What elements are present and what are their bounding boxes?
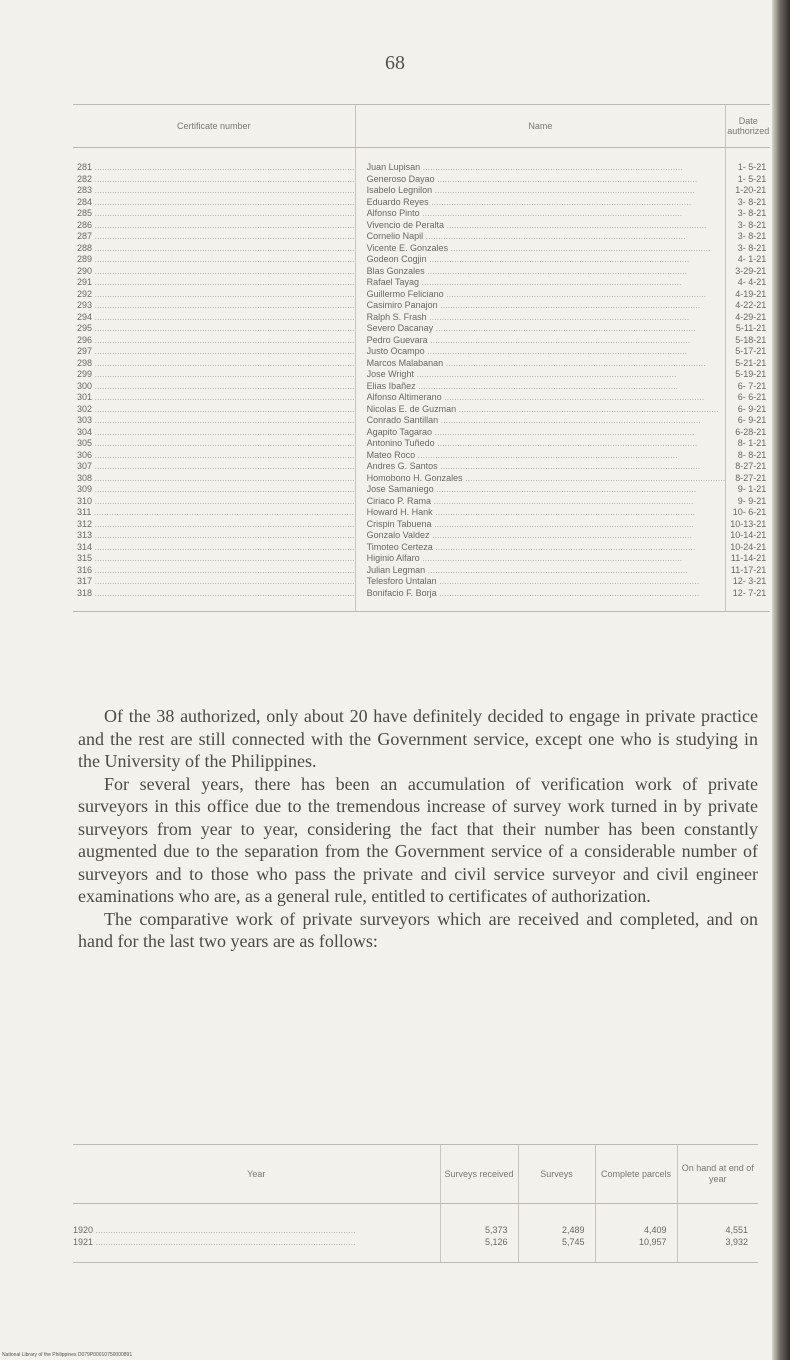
paragraph-comparative: The comparative work of private surveyors which are received and completed, and on hand for the last two years are as follows: [78, 908, 758, 951]
date-cell: 5-19-21 [726, 369, 771, 381]
table-row [73, 220, 770, 232]
certificate-number-cell: 305 ..... [73, 438, 355, 450]
surveys-cell: 5,745 [518, 1237, 595, 1263]
name-cell: Telesforo Untalan ..... [355, 576, 726, 588]
table-row [73, 208, 770, 220]
table-row [73, 1204, 758, 1237]
date-cell: 10-24-21 [726, 542, 771, 554]
name-cell: Severo Dacanay ..... [355, 323, 726, 335]
table-row [73, 254, 770, 266]
name-cell: Casimiro Panajon ..... [355, 300, 726, 312]
date-cell: 4-19-21 [726, 289, 771, 301]
date-cell: 6- 9-21 [726, 404, 771, 416]
certificate-number-cell: 290 ..... [73, 266, 355, 278]
name-cell: Juan Lupisan ..... [355, 148, 726, 174]
date-cell: 6-28-21 [726, 427, 771, 439]
header-surveys: Surveys [518, 1145, 595, 1204]
name-cell: Pedro Guevara ..... [355, 335, 726, 347]
certificate-number-cell: 318 ..... [73, 588, 355, 612]
header-surveys-received: Surveys received [440, 1145, 518, 1204]
date-cell: 8- 1-21 [726, 438, 771, 450]
name-cell: Rafael Tayag ..... [355, 277, 726, 289]
page-number: 68 [385, 52, 405, 74]
name-cell: Marcos Malabanan ..... [355, 358, 726, 370]
table-row [73, 243, 770, 255]
name-cell: Guillermo Feliciano ..... [355, 289, 726, 301]
table-row [73, 484, 770, 496]
table-row [73, 392, 770, 404]
name-cell: Higinio Alfaro ..... [355, 553, 726, 565]
name-cell: Godeon Cogjin ..... [355, 254, 726, 266]
table-row [73, 404, 770, 416]
table-row [73, 576, 770, 588]
certificate-number-cell: 293 ..... [73, 300, 355, 312]
table-row [73, 197, 770, 209]
table-row [73, 323, 770, 335]
name-cell: Jose Wright ..... [355, 369, 726, 381]
name-cell: Eduardo Reyes ..... [355, 197, 726, 209]
table-row [73, 415, 770, 427]
date-cell: 8- 8-21 [726, 450, 771, 462]
date-cell: 12- 3-21 [726, 576, 771, 588]
table-row [73, 588, 770, 612]
certificate-number-cell: 307 ..... [73, 461, 355, 473]
table-row [73, 519, 770, 531]
name-cell: Andres G. Santos ..... [355, 461, 726, 473]
header-name: Name [355, 105, 726, 148]
date-cell: 5-18-21 [726, 335, 771, 347]
date-cell: 5-11-21 [726, 323, 771, 335]
certificate-number-cell: 281 ..... [73, 148, 355, 174]
certificate-number-cell: 301 ..... [73, 392, 355, 404]
certificate-number-cell: 306 ..... [73, 450, 355, 462]
name-cell: Nicolas E. de Guzman ..... [355, 404, 726, 416]
certificate-number-cell: 289 ..... [73, 254, 355, 266]
complete-parcels-cell: 10,957 [595, 1237, 677, 1263]
paragraph-verification: For several years, there has been an accumulation of verification work of private surveyors in this office due to the tremendous increase of survey work turned in by private surveyors from year to year, considering the fact that their number has been constantly augmented due to the separation from the Government service of a considerable number of surveyors and to those who pass the private and civil service surveyor and civil engineer examinations who are, as a general rule, entitled to certificates of authorization. [78, 773, 758, 906]
name-cell: Elias Ibañez ..... [355, 381, 726, 393]
on-hand-cell: 3,932 [677, 1237, 758, 1263]
date-cell: 8-27-21 [726, 461, 771, 473]
surveys-table [73, 1144, 758, 1263]
surveys-table-body [73, 1204, 758, 1263]
table-row [73, 461, 770, 473]
certificate-number-cell: 297 ..... [73, 346, 355, 358]
certificate-number-cell: 283 ..... [73, 185, 355, 197]
year-cell: 1921 ..... [73, 1237, 440, 1263]
date-cell: 11-17-21 [726, 565, 771, 577]
certificate-number-cell: 299 ..... [73, 369, 355, 381]
table-row [73, 346, 770, 358]
surveys-cell: 2,489 [518, 1204, 595, 1237]
name-cell: Homobono H. Gonzales ..... [355, 473, 726, 485]
certificate-number-cell: 316 ..... [73, 565, 355, 577]
date-cell: 3- 8-21 [726, 231, 771, 243]
certificate-number-cell: 282 ..... [73, 174, 355, 186]
date-cell: 3- 8-21 [726, 243, 771, 255]
name-cell: Vicente E. Gonzales ..... [355, 243, 726, 255]
name-cell: Crispin Tabuena ..... [355, 519, 726, 531]
table-row [73, 231, 770, 243]
page-binding-edge [772, 0, 790, 1360]
table-row [73, 358, 770, 370]
table-row [73, 542, 770, 554]
paragraph-authorized: Of the 38 authorized, only about 20 have definitely decided to engage in private practice and the rest are still connected with the Government service, except one who is studying in the University of the Philippines. [78, 706, 758, 771]
table-row [73, 174, 770, 186]
name-cell: Bonifacio F. Borja ..... [355, 588, 726, 612]
certificate-number-cell: 285 ..... [73, 208, 355, 220]
date-cell: 12- 7-21 [726, 588, 771, 612]
table-row [73, 553, 770, 565]
date-cell: 3- 8-21 [726, 208, 771, 220]
name-cell: Vivencio de Peralta ..... [355, 220, 726, 232]
date-cell: 1-20-21 [726, 185, 771, 197]
date-cell: 1- 5-21 [726, 148, 771, 174]
footer-library-note: National Library of the Philippines D079P00010750000891 [2, 1352, 133, 1358]
certificate-number-cell: 287 ..... [73, 231, 355, 243]
name-cell: Alfonso Altimerano ..... [355, 392, 726, 404]
certificate-number-cell: 308 ..... [73, 473, 355, 485]
table-row [73, 277, 770, 289]
name-cell: Isabelo Legnilon ..... [355, 185, 726, 197]
complete-parcels-cell: 4,409 [595, 1204, 677, 1237]
table-row [73, 427, 770, 439]
name-cell: Timoteo Certeza ..... [355, 542, 726, 554]
certificate-number-cell: 310 ..... [73, 496, 355, 508]
date-cell: 6- 9-21 [726, 415, 771, 427]
date-cell: 4- 1-21 [726, 254, 771, 266]
certificates-table [73, 104, 770, 612]
header-certificate-number: Certificate number [73, 105, 355, 148]
surveys-received-cell: 5,373 [440, 1204, 518, 1237]
date-cell: 5-17-21 [726, 346, 771, 358]
name-cell: Mateo Roco ..... [355, 450, 726, 462]
certificate-number-cell: 294 ..... [73, 312, 355, 324]
name-cell: Agapito Tagarao ..... [355, 427, 726, 439]
name-cell: Generoso Dayao ..... [355, 174, 726, 186]
certificate-number-cell: 284 ..... [73, 197, 355, 209]
on-hand-cell: 4,551 [677, 1204, 758, 1237]
name-cell: Alfonso Pinto ..... [355, 208, 726, 220]
certificate-number-cell: 303 ..... [73, 415, 355, 427]
date-cell: 4- 4-21 [726, 277, 771, 289]
name-cell: Cornelio Napil ..... [355, 231, 726, 243]
certificates-table-body [73, 148, 770, 612]
name-cell: Blas Gonzales ..... [355, 266, 726, 278]
table-row [73, 565, 770, 577]
certificate-number-cell: 286 ..... [73, 220, 355, 232]
body-text [78, 705, 758, 953]
table-row [73, 438, 770, 450]
table-row [73, 496, 770, 508]
name-cell: Jose Samaniego ..... [355, 484, 726, 496]
header-complete-parcels: Complete parcels [595, 1145, 677, 1204]
table-row [73, 530, 770, 542]
table-row [73, 450, 770, 462]
name-cell: Ciriaco P. Rama ..... [355, 496, 726, 508]
date-cell: 4-29-21 [726, 312, 771, 324]
certificate-number-cell: 300 ..... [73, 381, 355, 393]
certificate-number-cell: 304 ..... [73, 427, 355, 439]
date-cell: 8-27-21 [726, 473, 771, 485]
name-cell: Ralph S. Frash ..... [355, 312, 726, 324]
date-cell: 9- 1-21 [726, 484, 771, 496]
header-on-hand: On hand at end of year [677, 1145, 758, 1204]
name-cell: Gonzalo Valdez ..... [355, 530, 726, 542]
certificate-number-cell: 315 ..... [73, 553, 355, 565]
certificate-number-cell: 295 ..... [73, 323, 355, 335]
date-cell: 1- 5-21 [726, 174, 771, 186]
table-row [73, 312, 770, 324]
table-row [73, 369, 770, 381]
date-cell: 5-21-21 [726, 358, 771, 370]
name-cell: Antonino Tuñedo ..... [355, 438, 726, 450]
certificate-number-cell: 296 ..... [73, 335, 355, 347]
certificate-number-cell: 313 ..... [73, 530, 355, 542]
date-cell: 10- 6-21 [726, 507, 771, 519]
date-cell: 6- 7-21 [726, 381, 771, 393]
surveys-table-header [73, 1145, 758, 1204]
date-cell: 4-22-21 [726, 300, 771, 312]
surveys-received-cell: 5,126 [440, 1237, 518, 1263]
date-cell: 3- 8-21 [726, 220, 771, 232]
certificate-number-cell: 291 ..... [73, 277, 355, 289]
date-cell: 3- 8-21 [726, 197, 771, 209]
table-row [73, 1237, 758, 1263]
table-row [73, 185, 770, 197]
certificate-number-cell: 309 ..... [73, 484, 355, 496]
certificates-table-header [73, 105, 770, 148]
table-row [73, 507, 770, 519]
table-row [73, 335, 770, 347]
certificate-number-cell: 288 ..... [73, 243, 355, 255]
date-cell: 6- 6-21 [726, 392, 771, 404]
name-cell: Howard H. Hank ..... [355, 507, 726, 519]
name-cell: Justo Ocampo ..... [355, 346, 726, 358]
table-row [73, 266, 770, 278]
table-row [73, 289, 770, 301]
date-cell: 3-29-21 [726, 266, 771, 278]
date-cell: 11-14-21 [726, 553, 771, 565]
certificate-number-cell: 311 ..... [73, 507, 355, 519]
table-row [73, 300, 770, 312]
date-cell: 10-13-21 [726, 519, 771, 531]
date-cell: 9- 9-21 [726, 496, 771, 508]
certificate-number-cell: 312 ..... [73, 519, 355, 531]
table-row [73, 148, 770, 174]
certificate-number-cell: 317 ..... [73, 576, 355, 588]
date-cell: 10-14-21 [726, 530, 771, 542]
certificate-number-cell: 302 ..... [73, 404, 355, 416]
certificate-number-cell: 314 ..... [73, 542, 355, 554]
name-cell: Conrado Santillan ..... [355, 415, 726, 427]
certificate-number-cell: 292 ..... [73, 289, 355, 301]
table-row [73, 473, 770, 485]
table-row [73, 381, 770, 393]
header-year: Year [73, 1145, 440, 1204]
header-date-authorized: Date authorized [726, 105, 771, 148]
certificate-number-cell: 298 ..... [73, 358, 355, 370]
name-cell: Julian Legman ..... [355, 565, 726, 577]
year-cell: 1920 ..... [73, 1204, 440, 1237]
